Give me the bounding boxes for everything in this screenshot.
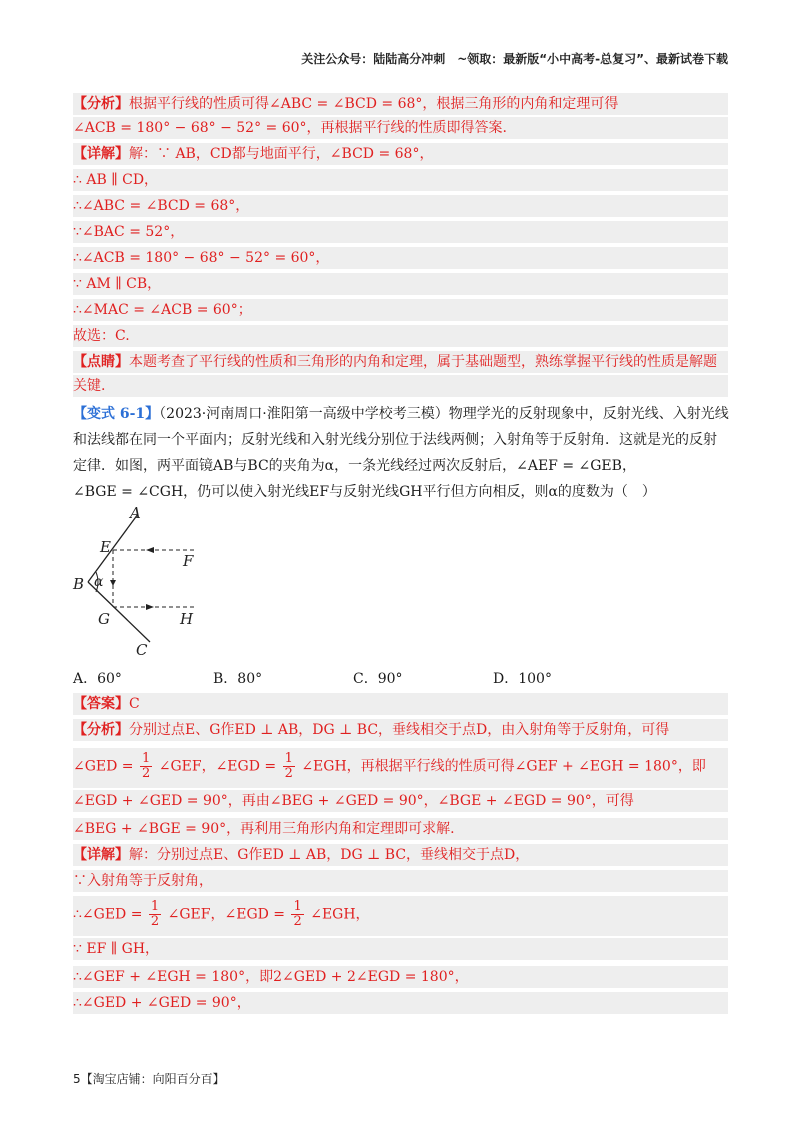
detail2-line-3: [73, 896, 728, 936]
fraction-half-3: [149, 900, 161, 929]
analysis-line-1: [73, 93, 728, 115]
detail2-line-6: ∴∠GED + ∠GED = 90°，: [73, 992, 728, 1014]
detail2-line-4: ∵ EF ∥ GH，: [73, 938, 728, 960]
analysis-tag: 【分析】: [73, 96, 129, 112]
page-footer: 5【淘宝店铺：向阳百分百】: [73, 1072, 225, 1086]
arrow-gh: [146, 604, 154, 610]
option-c[interactable]: C．90°: [353, 671, 403, 687]
question-tag: 【变式 6-1】: [73, 406, 160, 422]
label-a: A: [130, 504, 141, 522]
detail2-text-1: 解：分别过点E、G作ED ⊥ AB，DG ⊥ BC，垂线相交于点D，: [129, 847, 530, 863]
label-e: E: [100, 538, 111, 556]
frac-num: 1: [142, 751, 151, 766]
question-line-4: ∠BGE = ∠CGH，仍可以使入射光线EF与反射光线GH平行但方向相反，则α的度数为（ ）: [73, 484, 656, 500]
analysis2-text-1: 分别过点E、G作ED ⊥ AB，DG ⊥ BC，垂线相交于点D，由入射角等于反射角，可得: [129, 722, 670, 738]
detail-line-2: ∴ AB ∥ CD，: [73, 169, 728, 191]
detail2-line-1: [73, 844, 728, 866]
analysis2-tag: 【分析】: [73, 722, 129, 738]
label-f: F: [183, 552, 194, 570]
option-a[interactable]: A．60°: [73, 671, 122, 687]
detail2-line-2: ∵入射角等于反射角，: [73, 870, 728, 892]
comment-line-1: [73, 351, 728, 373]
detail2-text-3c: ∠EGH，: [310, 906, 370, 923]
detail-line-7: ∴∠MAC = ∠ACB = 60°；: [73, 299, 728, 321]
label-b: B: [73, 575, 85, 593]
arrow-eg: [110, 580, 116, 586]
frac-den: 2: [150, 914, 160, 929]
label-alpha: α: [94, 574, 104, 590]
detail-line-3: ∴∠ABC = ∠BCD = 68°，: [73, 195, 728, 217]
label-h: H: [180, 610, 194, 628]
analysis2-line-2: [73, 748, 728, 788]
choice-line: 故选：C.: [73, 325, 728, 347]
analysis2-text-2a: ∠GED =: [73, 758, 134, 775]
answer-value: C: [129, 696, 140, 712]
analysis2-line-3: ∠EGD + ∠GED = 90°，再由∠BEG + ∠GED = 90°，∠BGE + ∠EGD = 90°，可得: [73, 790, 728, 812]
detail2-text-3b: ∠GEF，∠EGD =: [167, 906, 286, 923]
question-line-2: 和法线都在同一个平面内；反射光线和入射光线分别位于法线两侧；入射角等于反射角．这就是光的反射: [73, 432, 717, 448]
analysis2-text-2c: ∠EGH，再根据平行线的性质可得∠GEF + ∠EGH = 180°，即: [301, 758, 706, 775]
question-line-1: [73, 403, 728, 425]
detail-line-1: [73, 143, 728, 165]
detail2-tag: 【详解】: [73, 847, 129, 863]
frac-den: 2: [142, 766, 151, 781]
comment-line-2: 关键.: [73, 375, 728, 397]
option-d[interactable]: D．100°: [493, 671, 552, 687]
label-g: G: [98, 610, 110, 628]
question-line-3: 定律．如图，两平面镜AB与BC的夹角为α，一条光线经过两次反射后，∠AEF = ∠GEB，: [73, 458, 636, 474]
fraction-half-4: [291, 900, 303, 929]
detail-text-1: 解：∵ AB，CD都与地面平行，∠BCD = 68°，: [129, 146, 434, 162]
comment-text-1: 本题考查了平行线的性质和三角形的内角和定理，属于基础题型，熟练掌握平行线的性质是解题: [129, 354, 717, 370]
detail2-text-3a: ∴∠GED =: [73, 906, 143, 923]
fraction-half-2: [283, 752, 295, 781]
frac-num: 1: [150, 899, 160, 914]
detail-line-6: ∵ AM ∥ CB，: [73, 273, 728, 295]
frac-num: 1: [293, 899, 302, 914]
question-text-1: （2023·河南周口·淮阳第一高级中学校考三模）物理学光的反射现象中，反射光线、入射光线: [159, 406, 729, 422]
answer-line: [73, 693, 728, 715]
answer-tag: 【答案】: [73, 696, 129, 712]
analysis-text-1: 根据平行线的性质可得∠ABC = ∠BCD = 68°，根据三角形的内角和定理可得: [129, 96, 619, 112]
frac-den: 2: [284, 766, 293, 781]
page-header: 关注公众号：陆陆高分冲刺 ~领取：最新版“小中高考-总复习”、最新试卷下载: [301, 52, 728, 66]
detail2-line-5: ∴∠GEF + ∠EGH = 180°，即2∠GED + 2∠EGD = 180°，: [73, 966, 728, 988]
frac-den: 2: [293, 914, 302, 929]
frac-num: 1: [284, 751, 293, 766]
analysis2-line-4: ∠BEG + ∠BGE = 90°，再利用三角形内角和定理即可求解.: [73, 818, 728, 840]
detail-line-5: ∴∠ACB = 180° − 68° − 52° = 60°，: [73, 247, 728, 269]
option-b[interactable]: B．80°: [213, 671, 263, 687]
analysis2-line-1: [73, 719, 728, 741]
analysis2-text-2b: ∠GEF，∠EGD =: [158, 758, 277, 775]
fraction-half-1: [140, 752, 152, 781]
options-row: [73, 668, 728, 690]
detail-tag: 【详解】: [73, 146, 129, 162]
comment-tag: 【点睛】: [73, 354, 129, 370]
arrow-ef: [146, 547, 154, 553]
analysis-line-2: ∠ACB = 180° − 68° − 52° = 60°，再根据平行线的性质即得答案.: [73, 117, 728, 139]
detail-line-4: ∵∠BAC = 52°，: [73, 221, 728, 243]
mirror-diagram: [70, 500, 210, 660]
label-c: C: [136, 641, 148, 659]
